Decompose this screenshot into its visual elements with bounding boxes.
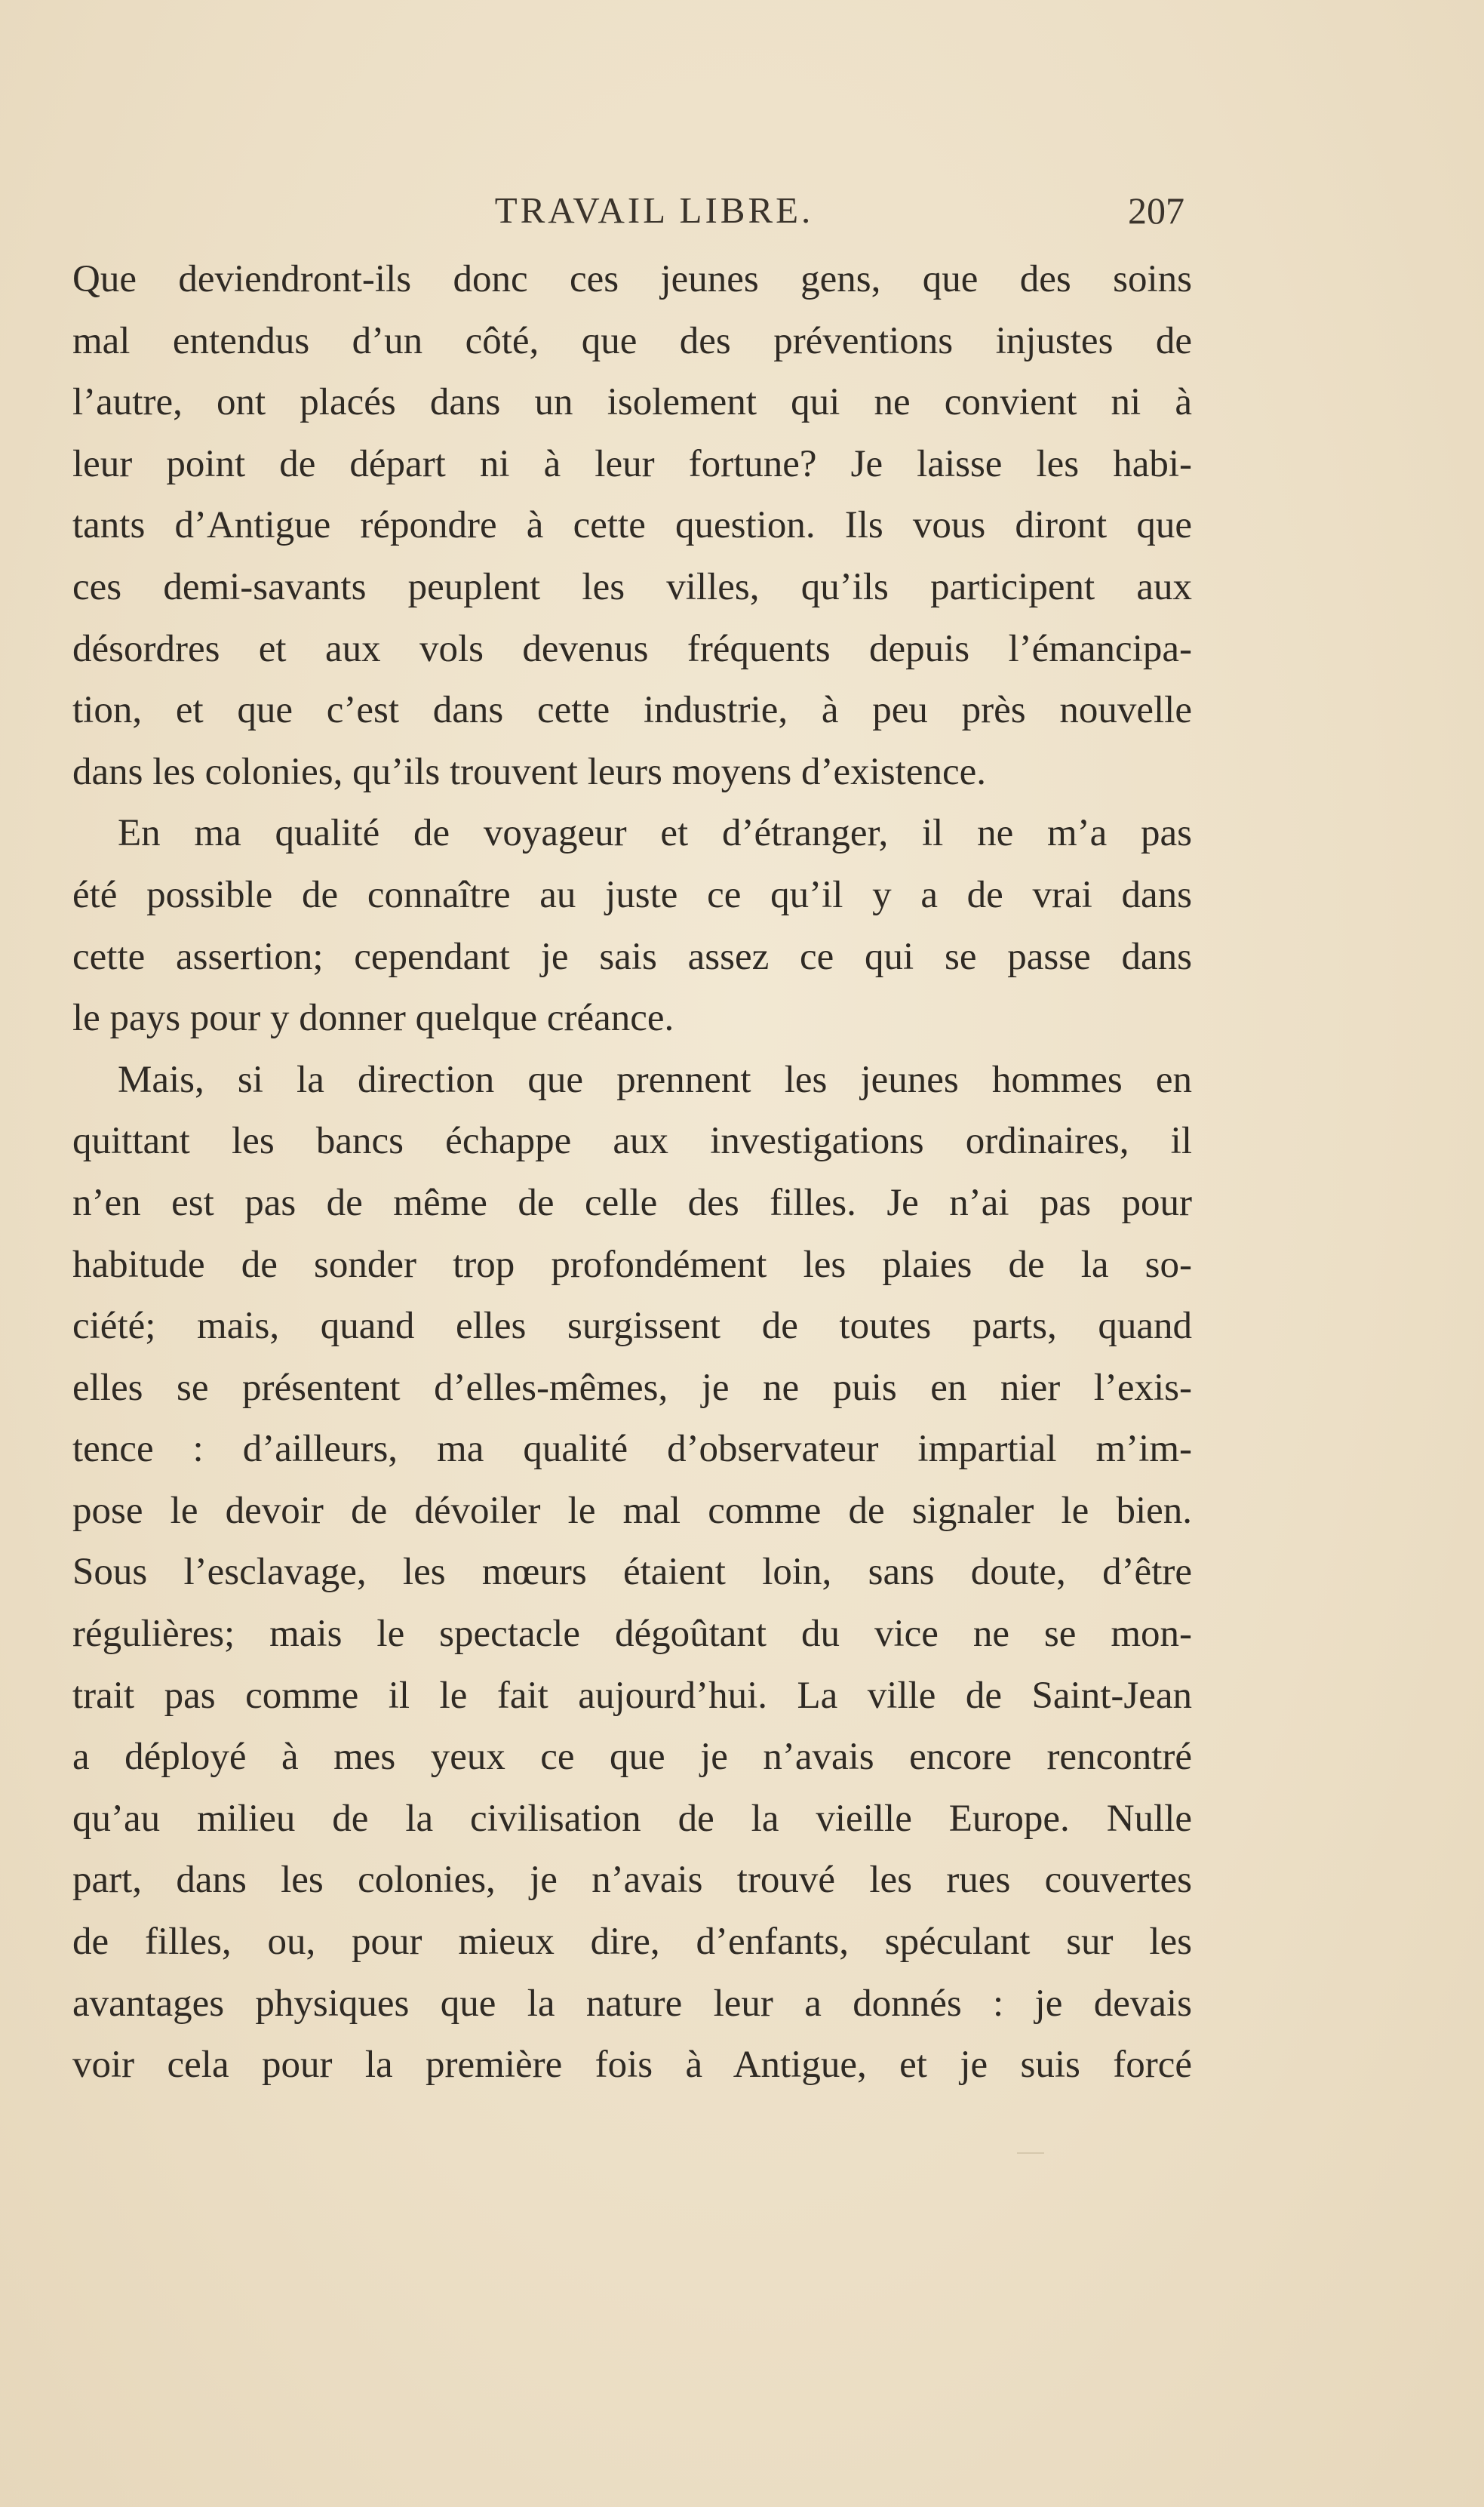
text-line: qu’au milieu de la civilisation de la vieille Europe. Nulle xyxy=(72,1797,1192,1840)
text-line: ciété; mais, quand elles surgissent de toutes parts, quand xyxy=(72,1305,1192,1348)
text-line: leur point de départ ni à leur fortune? Je laisse les habi- xyxy=(72,442,1192,485)
text-line: tence : d’ailleurs, ma qualité d’observateur impartial m’im- xyxy=(72,1428,1192,1471)
page-mark xyxy=(1017,2152,1044,2154)
text-line: mal entendus d’un côté, que des préventions injustes de xyxy=(72,319,1192,362)
text-line: de filles, ou, pour mieux dire, d’enfants, spéculant sur les xyxy=(72,1921,1192,1964)
body-text xyxy=(72,249,1192,2096)
page-number: 207 xyxy=(1128,189,1184,232)
text-line: pose le devoir de dévoiler le mal comme de signaler le bien. xyxy=(72,1489,1192,1532)
text-line: désordres et aux vols devenus fréquents depuis l’émancipa- xyxy=(72,627,1192,670)
text-line: part, dans les colonies, je n’avais trouvé les rues couvertes xyxy=(72,1859,1192,1902)
text-line: Sous l’esclavage, les mœurs étaient loin, sans doute, d’être xyxy=(72,1551,1192,1594)
text-line: ces demi-savants peuplent les villes, qu’ils participent aux xyxy=(72,565,1192,608)
text-line: tion, et que c’est dans cette industrie, à peu près nouvelle xyxy=(72,689,1192,732)
paragraph-first-line: Mais, si la direction que prennent les jeunes hommes en xyxy=(118,1058,1192,1101)
paragraph-first-line: En ma qualité de voyageur et d’étranger, il ne m’a pas xyxy=(118,812,1192,855)
text-line: dans les colonies, qu’ils trouvent leurs moyens d’existence. xyxy=(72,750,986,793)
text-line: cette assertion; cependant je sais assez ce qui se passe dans xyxy=(72,935,1192,978)
text-line: le pays pour y donner quelque créance. xyxy=(72,997,674,1040)
page-header xyxy=(116,189,1192,241)
text-line: n’en est pas de même de celle des filles. Je n’ai pas pour xyxy=(72,1181,1192,1224)
text-line: Que deviendront-ils donc ces jeunes gens, que des soins xyxy=(72,258,1192,300)
text-line: elles se présentent d’elles-mêmes, je ne puis en nier l’exis- xyxy=(72,1366,1192,1409)
text-line: a déployé à mes yeux ce que je n’avais encore rencontré xyxy=(72,1736,1192,1779)
text-line: habitude de sonder trop profondément les plaies de la so- xyxy=(72,1243,1192,1286)
text-line: quittant les bancs échappe aux investigations ordinaires, il xyxy=(72,1120,1192,1163)
text-line: été possible de connaître au juste ce qu’il y a de vrai dans xyxy=(72,873,1192,916)
text-line: régulières; mais le spectacle dégoûtant du vice ne se mon- xyxy=(72,1613,1192,1656)
text-line: avantages physiques que la nature leur a donnés : je devais xyxy=(72,1982,1192,2025)
text-line: l’autre, ont placés dans un isolement qui ne convient ni à xyxy=(72,381,1192,424)
text-line: tants d’Antigue répondre à cette question. Ils vous diront que xyxy=(72,504,1192,547)
text-line: voir cela pour la première fois à Antigue, et je suis forcé xyxy=(72,2044,1192,2087)
text-line: trait pas comme il le fait aujourd’hui. La ville de Saint-Jean xyxy=(72,1674,1192,1717)
running-title: TRAVAIL LIBRE. xyxy=(494,189,814,231)
